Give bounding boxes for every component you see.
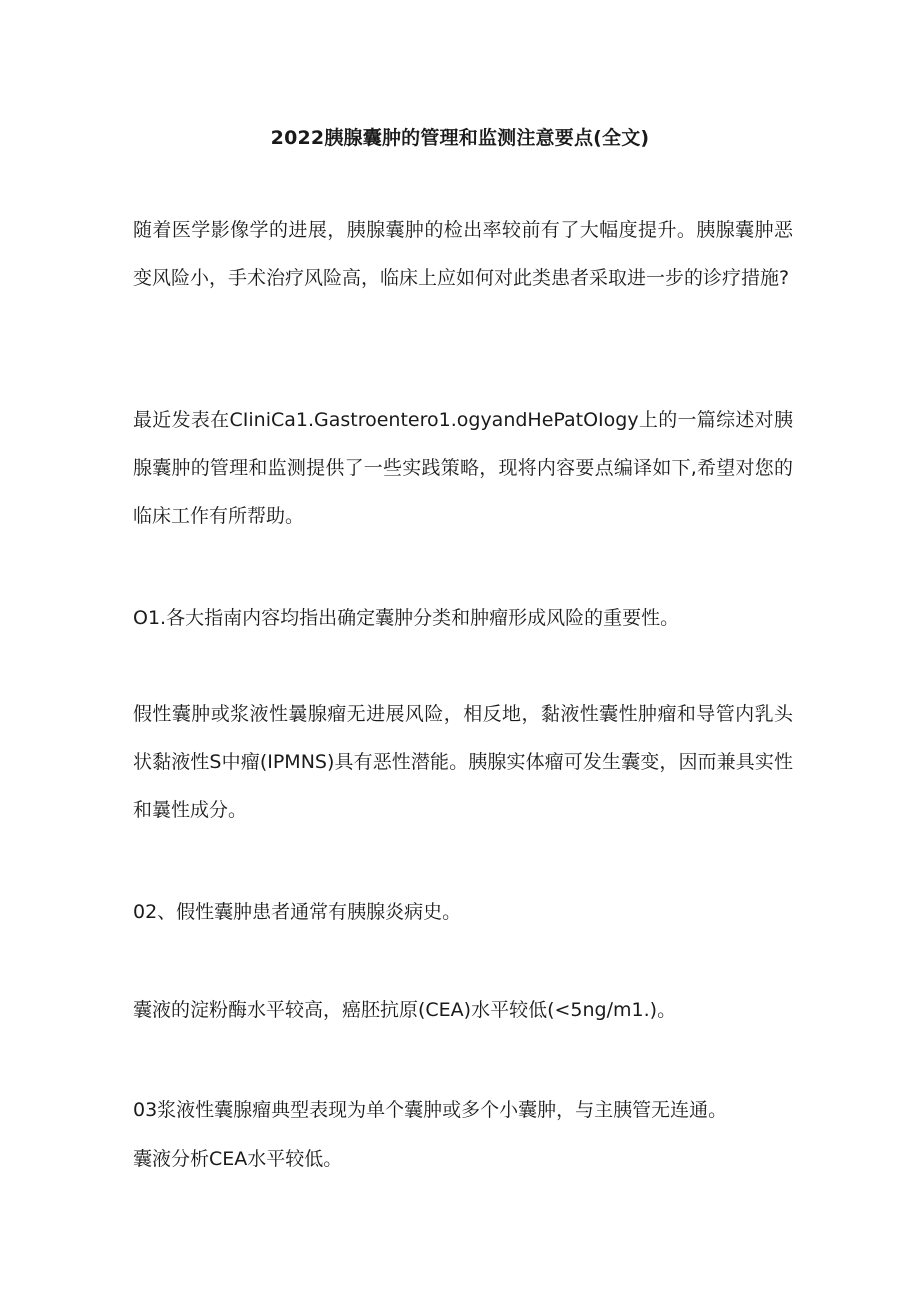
paragraph-cea-analysis: 囊液分析CEA水平较低。	[133, 1148, 343, 1170]
paragraph-point-01: O1.各大指南内容均指出确定囊肿分类和肿瘤形成风险的重要性。	[133, 607, 680, 629]
paragraph-point-02: 02、假性囊肿患者通常有胰腺炎病史。	[133, 901, 462, 923]
paragraph-cyst-fluid: 囊液的淀粉酶水平较高，癌胚抗原(CEA)水平较低(<5ng∕m1.)。	[133, 999, 677, 1021]
paragraph-point-03: 03浆液性囊腺瘤典型表现为单个囊肿或多个小囊肿，与主胰管无连通。	[133, 1099, 728, 1121]
page-title: 2022胰腺囊肿的管理和监测注意要点(全文)	[270, 127, 650, 149]
paragraph-source: 最近发表在CIiniCa1.Gastroentero1.ogyandHePatOIogy上的一篇综述对胰腺囊肿的管理和监测提供了一些实践策略，现将内容要点编译如下,希望对您的临床工作有所帮助。	[133, 409, 793, 527]
paragraph-intro: 随着医学影像学的进展，胰腺囊肿的检出率较前有了大幅度提升。胰腺囊肿恶变风险小，手术治疗风险高，临床上应如何对此类患者采取进一步的诊疗措施?	[133, 219, 793, 289]
paragraph-cyst-types: 假性囊肿或浆液性曩腺瘤无进展风险，相反地，黏液性囊性肿瘤和导管内乳头状黏液性S中瘤(IPMNS)具有恶性潜能。胰腺实体瘤可发生囊变，因而兼具实性和曩性成分。	[133, 703, 793, 821]
